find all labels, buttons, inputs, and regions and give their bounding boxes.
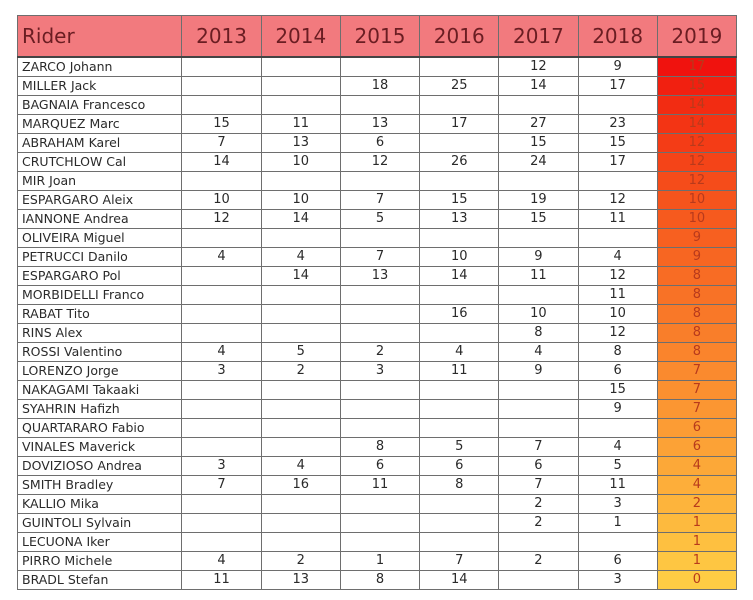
year-2015-cell: 5 xyxy=(340,210,419,229)
year-2016-cell xyxy=(420,495,499,514)
year-2018-cell xyxy=(578,419,657,438)
year-2017-cell: 14 xyxy=(499,77,578,96)
year-2016-cell: 26 xyxy=(420,153,499,172)
table-row xyxy=(18,286,737,305)
rider-name-cell: MILLER Jack xyxy=(18,77,182,96)
year-2018-cell: 9 xyxy=(578,400,657,419)
year-2017-cell: 9 xyxy=(499,248,578,267)
year-2017-cell: 7 xyxy=(499,438,578,457)
year-2013-cell: 10 xyxy=(182,191,261,210)
year-2019-cell: 7 xyxy=(657,362,736,381)
table-row xyxy=(18,457,737,476)
year-2018-cell: 11 xyxy=(578,476,657,495)
year-2015-cell xyxy=(340,381,419,400)
year-2019-cell: 14 xyxy=(657,96,736,115)
year-2014-cell xyxy=(261,438,340,457)
rider-name-cell: LORENZO Jorge xyxy=(18,362,182,381)
rider-name-cell: VINALES Maverick xyxy=(18,438,182,457)
year-2017-cell: 24 xyxy=(499,153,578,172)
year-2016-cell xyxy=(420,134,499,153)
table-row xyxy=(18,495,737,514)
year-2014-cell xyxy=(261,495,340,514)
year-2019-cell: 8 xyxy=(657,286,736,305)
table-row xyxy=(18,419,737,438)
year-2019-cell: 4 xyxy=(657,476,736,495)
year-2013-cell xyxy=(182,438,261,457)
rider-name-cell: BAGNAIA Francesco xyxy=(18,96,182,115)
table-container xyxy=(17,15,737,590)
year-2016-cell: 13 xyxy=(420,210,499,229)
year-2019-cell: 12 xyxy=(657,153,736,172)
table-row xyxy=(18,514,737,533)
year-2017-cell xyxy=(499,381,578,400)
year-2019-cell: 8 xyxy=(657,324,736,343)
rider-name-cell: ZARCO Johann xyxy=(18,57,182,77)
rider-name-cell: IANNONE Andrea xyxy=(18,210,182,229)
year-2017-cell: 19 xyxy=(499,191,578,210)
year-2019-cell: 15 xyxy=(657,77,736,96)
year-2013-cell xyxy=(182,324,261,343)
column-header-2015: 2015 xyxy=(340,16,419,58)
year-2016-cell: 4 xyxy=(420,343,499,362)
year-2014-cell: 2 xyxy=(261,362,340,381)
year-2017-cell: 27 xyxy=(499,115,578,134)
year-2017-cell: 2 xyxy=(499,552,578,571)
year-2019-cell: 9 xyxy=(657,229,736,248)
year-2016-cell: 15 xyxy=(420,191,499,210)
year-2016-cell xyxy=(420,324,499,343)
column-header-2016: 2016 xyxy=(420,16,499,58)
year-2015-cell: 18 xyxy=(340,77,419,96)
year-2014-cell xyxy=(261,533,340,552)
year-2015-cell xyxy=(340,305,419,324)
year-2013-cell: 15 xyxy=(182,115,261,134)
table-row xyxy=(18,533,737,552)
year-2018-cell xyxy=(578,96,657,115)
rider-name-cell: ABRAHAM Karel xyxy=(18,134,182,153)
year-2017-cell xyxy=(499,533,578,552)
year-2018-cell xyxy=(578,533,657,552)
year-2017-cell xyxy=(499,229,578,248)
table-row xyxy=(18,210,737,229)
year-2019-cell: 10 xyxy=(657,191,736,210)
year-2013-cell: 4 xyxy=(182,248,261,267)
year-2018-cell: 3 xyxy=(578,571,657,590)
year-2019-cell: 8 xyxy=(657,305,736,324)
year-2019-cell: 8 xyxy=(657,343,736,362)
year-2018-cell xyxy=(578,229,657,248)
table-row xyxy=(18,324,737,343)
year-2013-cell: 7 xyxy=(182,134,261,153)
year-2016-cell xyxy=(420,286,499,305)
year-2017-cell xyxy=(499,96,578,115)
year-2018-cell: 23 xyxy=(578,115,657,134)
year-2014-cell: 4 xyxy=(261,248,340,267)
rider-name-cell: ESPARGARO Aleix xyxy=(18,191,182,210)
year-2014-cell xyxy=(261,324,340,343)
table-row xyxy=(18,96,737,115)
year-2015-cell xyxy=(340,324,419,343)
year-2014-cell: 10 xyxy=(261,191,340,210)
year-2019-cell: 6 xyxy=(657,419,736,438)
year-2017-cell: 2 xyxy=(499,514,578,533)
year-2019-cell: 7 xyxy=(657,381,736,400)
year-2016-cell xyxy=(420,57,499,77)
year-2016-cell xyxy=(420,533,499,552)
header-row xyxy=(18,16,737,58)
year-2013-cell xyxy=(182,533,261,552)
year-2013-cell xyxy=(182,495,261,514)
year-2016-cell xyxy=(420,96,499,115)
rider-name-cell: ROSSI Valentino xyxy=(18,343,182,362)
year-2017-cell: 12 xyxy=(499,57,578,77)
year-2014-cell: 11 xyxy=(261,115,340,134)
year-2016-cell xyxy=(420,172,499,191)
table-row xyxy=(18,362,737,381)
year-2014-cell: 13 xyxy=(261,571,340,590)
year-2018-cell: 1 xyxy=(578,514,657,533)
table-row xyxy=(18,191,737,210)
table-row xyxy=(18,115,737,134)
year-2014-cell xyxy=(261,77,340,96)
year-2018-cell: 17 xyxy=(578,77,657,96)
year-2018-cell: 9 xyxy=(578,57,657,77)
year-2013-cell xyxy=(182,286,261,305)
year-2017-cell xyxy=(499,286,578,305)
year-2013-cell xyxy=(182,400,261,419)
year-2016-cell xyxy=(420,400,499,419)
year-2016-cell: 8 xyxy=(420,476,499,495)
year-2014-cell xyxy=(261,286,340,305)
year-2013-cell: 12 xyxy=(182,210,261,229)
year-2015-cell: 1 xyxy=(340,552,419,571)
year-2015-cell xyxy=(340,495,419,514)
year-2014-cell xyxy=(261,419,340,438)
year-2015-cell: 11 xyxy=(340,476,419,495)
year-2015-cell xyxy=(340,286,419,305)
rider-name-cell: ESPARGARO Pol xyxy=(18,267,182,286)
year-2015-cell xyxy=(340,229,419,248)
year-2019-cell: 1 xyxy=(657,514,736,533)
year-2015-cell: 8 xyxy=(340,438,419,457)
year-2016-cell: 16 xyxy=(420,305,499,324)
year-2015-cell: 7 xyxy=(340,191,419,210)
rider-name-cell: MIR Joan xyxy=(18,172,182,191)
year-2018-cell: 11 xyxy=(578,286,657,305)
rider-name-cell: SMITH Bradley xyxy=(18,476,182,495)
year-2019-cell: 10 xyxy=(657,210,736,229)
year-2018-cell: 4 xyxy=(578,248,657,267)
year-2014-cell: 16 xyxy=(261,476,340,495)
rider-name-cell: KALLIO Mika xyxy=(18,495,182,514)
table-row xyxy=(18,571,737,590)
year-2014-cell xyxy=(261,96,340,115)
year-2017-cell: 11 xyxy=(499,267,578,286)
year-2014-cell xyxy=(261,514,340,533)
year-2017-cell: 15 xyxy=(499,134,578,153)
year-2015-cell xyxy=(340,419,419,438)
year-2016-cell xyxy=(420,381,499,400)
year-2017-cell: 15 xyxy=(499,210,578,229)
year-2018-cell: 6 xyxy=(578,362,657,381)
year-2013-cell xyxy=(182,381,261,400)
year-2016-cell: 17 xyxy=(420,115,499,134)
table-body xyxy=(18,57,737,590)
rider-name-cell: RINS Alex xyxy=(18,324,182,343)
year-2015-cell: 13 xyxy=(340,115,419,134)
year-2015-cell xyxy=(340,514,419,533)
table-row xyxy=(18,172,737,191)
year-2013-cell xyxy=(182,172,261,191)
year-2013-cell xyxy=(182,305,261,324)
column-header-rider: Rider xyxy=(18,16,182,58)
year-2015-cell xyxy=(340,57,419,77)
year-2014-cell xyxy=(261,381,340,400)
year-2014-cell xyxy=(261,305,340,324)
year-2019-cell: 6 xyxy=(657,438,736,457)
year-2018-cell: 15 xyxy=(578,381,657,400)
rider-name-cell: MARQUEZ Marc xyxy=(18,115,182,134)
rider-name-cell: BRADL Stefan xyxy=(18,571,182,590)
year-2013-cell xyxy=(182,267,261,286)
year-2019-cell: 4 xyxy=(657,457,736,476)
year-2018-cell: 3 xyxy=(578,495,657,514)
year-2014-cell: 14 xyxy=(261,267,340,286)
year-2016-cell: 14 xyxy=(420,267,499,286)
year-2016-cell: 5 xyxy=(420,438,499,457)
year-2013-cell xyxy=(182,229,261,248)
column-header-2014: 2014 xyxy=(261,16,340,58)
rider-name-cell: OLIVEIRA Miguel xyxy=(18,229,182,248)
rider-stats-table xyxy=(17,15,737,590)
column-header-2017: 2017 xyxy=(499,16,578,58)
rider-name-cell: CRUTCHLOW Cal xyxy=(18,153,182,172)
year-2017-cell: 9 xyxy=(499,362,578,381)
year-2017-cell: 2 xyxy=(499,495,578,514)
rider-name-cell: RABAT Tito xyxy=(18,305,182,324)
table-row xyxy=(18,438,737,457)
year-2017-cell xyxy=(499,172,578,191)
year-2019-cell: 9 xyxy=(657,248,736,267)
year-2014-cell: 4 xyxy=(261,457,340,476)
year-2015-cell: 3 xyxy=(340,362,419,381)
rider-name-cell: GUINTOLI Sylvain xyxy=(18,514,182,533)
year-2019-cell: 17 xyxy=(657,57,736,77)
table-row xyxy=(18,400,737,419)
year-2018-cell: 17 xyxy=(578,153,657,172)
year-2019-cell: 1 xyxy=(657,552,736,571)
year-2019-cell: 1 xyxy=(657,533,736,552)
year-2015-cell xyxy=(340,533,419,552)
year-2016-cell xyxy=(420,229,499,248)
table-row xyxy=(18,552,737,571)
year-2018-cell: 12 xyxy=(578,324,657,343)
year-2015-cell: 6 xyxy=(340,457,419,476)
year-2018-cell: 6 xyxy=(578,552,657,571)
year-2014-cell xyxy=(261,229,340,248)
year-2017-cell: 6 xyxy=(499,457,578,476)
column-header-2018: 2018 xyxy=(578,16,657,58)
year-2015-cell: 2 xyxy=(340,343,419,362)
rider-name-cell: MORBIDELLI Franco xyxy=(18,286,182,305)
year-2014-cell: 2 xyxy=(261,552,340,571)
year-2014-cell xyxy=(261,57,340,77)
year-2019-cell: 7 xyxy=(657,400,736,419)
year-2013-cell: 4 xyxy=(182,552,261,571)
year-2018-cell: 11 xyxy=(578,210,657,229)
table-row xyxy=(18,381,737,400)
rider-name-cell: PETRUCCI Danilo xyxy=(18,248,182,267)
year-2013-cell xyxy=(182,96,261,115)
year-2018-cell: 4 xyxy=(578,438,657,457)
year-2017-cell xyxy=(499,419,578,438)
year-2014-cell: 10 xyxy=(261,153,340,172)
table-row xyxy=(18,229,737,248)
year-2014-cell: 14 xyxy=(261,210,340,229)
year-2015-cell xyxy=(340,400,419,419)
year-2017-cell xyxy=(499,400,578,419)
year-2019-cell: 2 xyxy=(657,495,736,514)
year-2013-cell: 7 xyxy=(182,476,261,495)
year-2017-cell xyxy=(499,571,578,590)
table-row xyxy=(18,153,737,172)
year-2018-cell xyxy=(578,172,657,191)
year-2013-cell xyxy=(182,57,261,77)
year-2013-cell: 3 xyxy=(182,362,261,381)
year-2015-cell xyxy=(340,96,419,115)
column-header-2019: 2019 xyxy=(657,16,736,58)
year-2017-cell: 8 xyxy=(499,324,578,343)
table-row xyxy=(18,267,737,286)
year-2014-cell xyxy=(261,172,340,191)
table-row xyxy=(18,343,737,362)
year-2018-cell: 15 xyxy=(578,134,657,153)
year-2018-cell: 12 xyxy=(578,267,657,286)
table-row xyxy=(18,134,737,153)
year-2013-cell xyxy=(182,77,261,96)
table-row xyxy=(18,476,737,495)
year-2015-cell: 13 xyxy=(340,267,419,286)
year-2019-cell: 8 xyxy=(657,267,736,286)
year-2019-cell: 14 xyxy=(657,115,736,134)
year-2016-cell: 11 xyxy=(420,362,499,381)
rider-name-cell: SYAHRIN Hafizh xyxy=(18,400,182,419)
year-2016-cell: 10 xyxy=(420,248,499,267)
rider-name-cell: PIRRO Michele xyxy=(18,552,182,571)
year-2016-cell: 6 xyxy=(420,457,499,476)
year-2014-cell: 13 xyxy=(261,134,340,153)
year-2019-cell: 12 xyxy=(657,172,736,191)
year-2013-cell: 11 xyxy=(182,571,261,590)
year-2015-cell: 6 xyxy=(340,134,419,153)
year-2018-cell: 8 xyxy=(578,343,657,362)
year-2017-cell: 4 xyxy=(499,343,578,362)
year-2014-cell: 5 xyxy=(261,343,340,362)
year-2014-cell xyxy=(261,400,340,419)
year-2017-cell: 10 xyxy=(499,305,578,324)
year-2019-cell: 0 xyxy=(657,571,736,590)
table-row xyxy=(18,305,737,324)
rider-name-cell: NAKAGAMI Takaaki xyxy=(18,381,182,400)
rider-name-cell: DOVIZIOSO Andrea xyxy=(18,457,182,476)
year-2016-cell: 14 xyxy=(420,571,499,590)
year-2019-cell: 12 xyxy=(657,134,736,153)
year-2018-cell: 12 xyxy=(578,191,657,210)
year-2017-cell: 7 xyxy=(499,476,578,495)
table-row xyxy=(18,57,737,77)
year-2018-cell: 5 xyxy=(578,457,657,476)
column-header-2013: 2013 xyxy=(182,16,261,58)
year-2015-cell: 8 xyxy=(340,571,419,590)
year-2013-cell: 4 xyxy=(182,343,261,362)
rider-name-cell: LECUONA Iker xyxy=(18,533,182,552)
year-2016-cell xyxy=(420,419,499,438)
year-2013-cell xyxy=(182,419,261,438)
year-2015-cell xyxy=(340,172,419,191)
year-2016-cell: 7 xyxy=(420,552,499,571)
table-row xyxy=(18,77,737,96)
year-2016-cell xyxy=(420,514,499,533)
table-row xyxy=(18,248,737,267)
year-2015-cell: 12 xyxy=(340,153,419,172)
year-2013-cell: 14 xyxy=(182,153,261,172)
year-2015-cell: 7 xyxy=(340,248,419,267)
rider-name-cell: QUARTARARO Fabio xyxy=(18,419,182,438)
year-2018-cell: 10 xyxy=(578,305,657,324)
year-2013-cell: 3 xyxy=(182,457,261,476)
year-2016-cell: 25 xyxy=(420,77,499,96)
year-2013-cell xyxy=(182,514,261,533)
